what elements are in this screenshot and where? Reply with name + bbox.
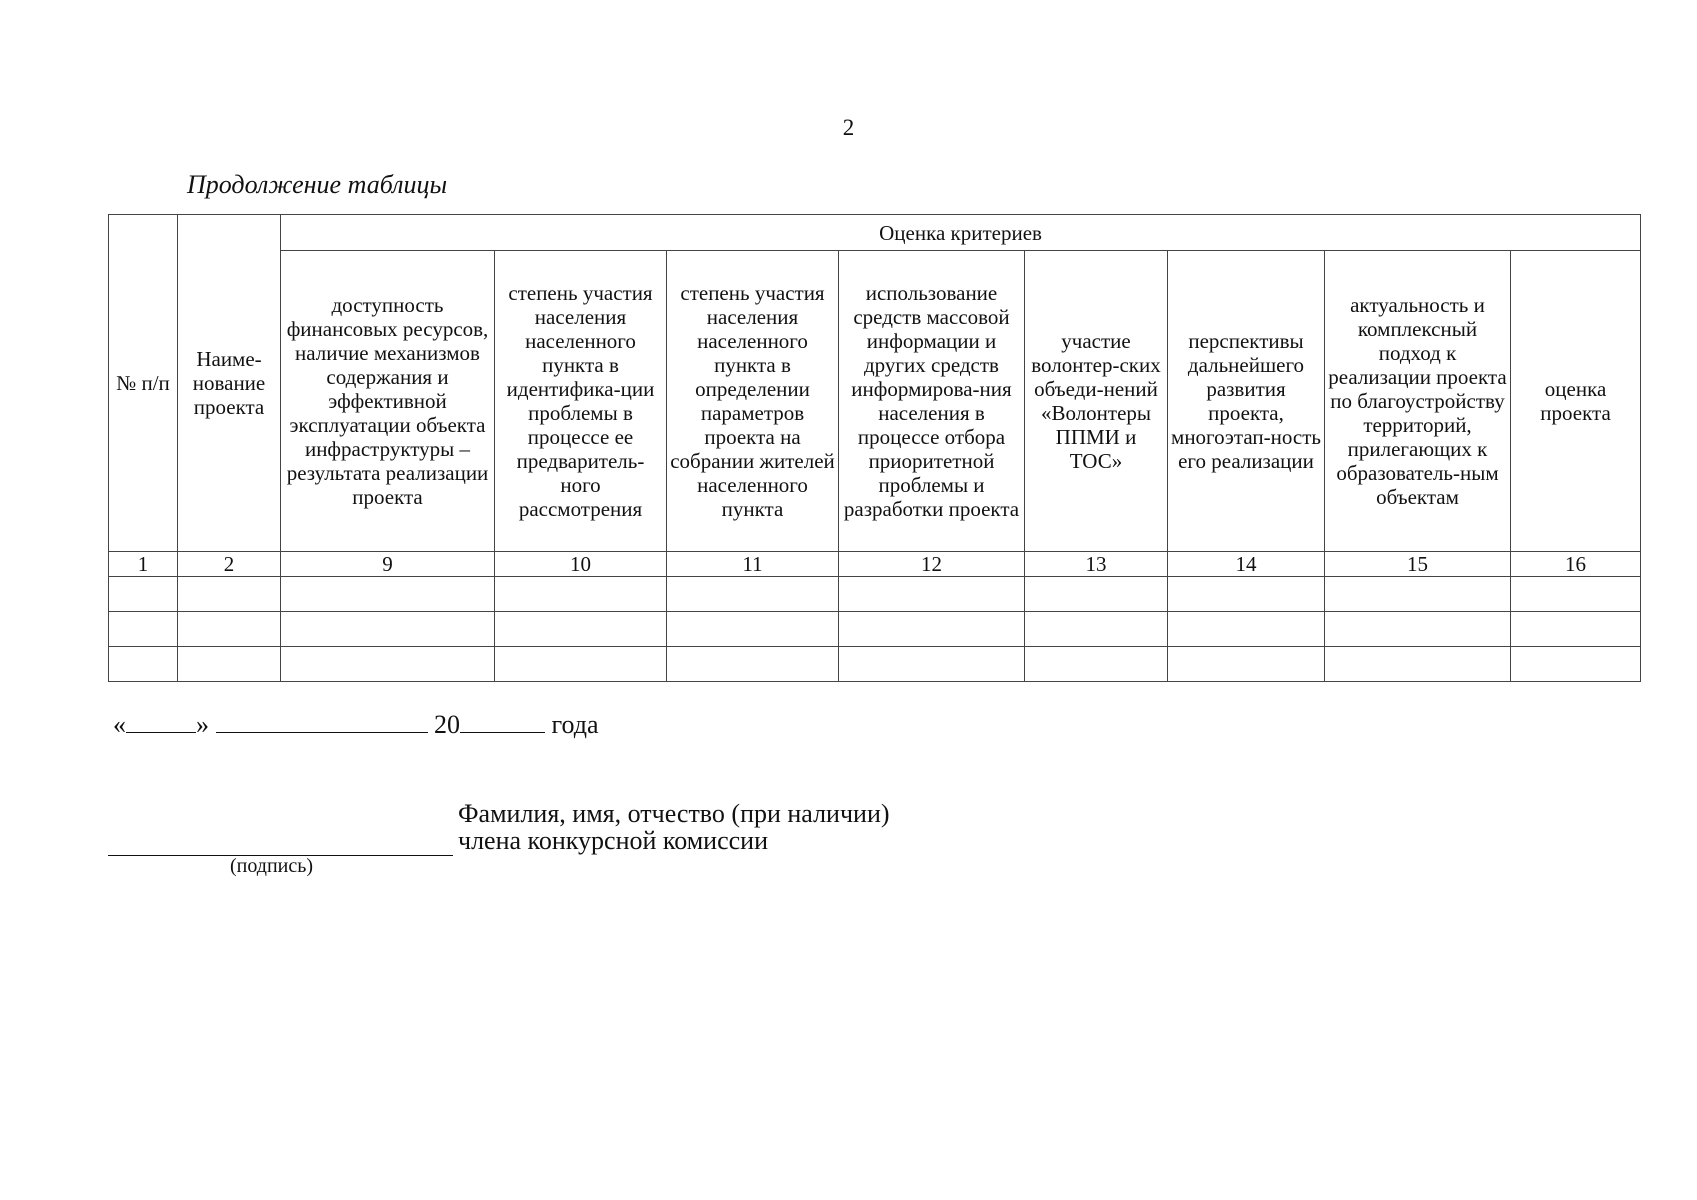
- date-open-quote: «: [113, 710, 126, 739]
- year-prefix: 20: [434, 710, 460, 739]
- criterion-header: степень участия населения населенного пункта в идентифика-ции проблемы в процессе ее предваритель-ного рассмотрения: [495, 251, 667, 552]
- member-name-line2: члена конкурсной комиссии: [458, 826, 768, 855]
- table-cell: [281, 612, 495, 647]
- table-cell: [1025, 577, 1168, 612]
- table-cell: [839, 577, 1025, 612]
- column-number-row: [109, 552, 1641, 577]
- table-row: [109, 577, 1641, 612]
- table-cell: [281, 577, 495, 612]
- criterion-header: доступность финансовых ресурсов, наличие механизмов содержания и эффективной эксплуатации объекта инфраструктуры – результата реализации проекта: [281, 251, 495, 552]
- table-cell: [1511, 647, 1641, 682]
- table-cell: [1325, 647, 1511, 682]
- page-number: 2: [842, 115, 855, 140]
- table-cell: [1168, 612, 1325, 647]
- month-blank: [216, 710, 428, 733]
- member-name-line1: Фамилия, имя, отчество (при наличии): [458, 799, 890, 828]
- header-project-name: Наиме-нование проекта: [178, 215, 281, 552]
- evaluation-table: [108, 214, 1641, 682]
- table-cell: [178, 647, 281, 682]
- table-cell: [1168, 577, 1325, 612]
- criterion-header: актуальность и комплексный подход к реализации проекта по благоустройству территорий, прилегающих к образователь-ным объектам: [1325, 251, 1511, 552]
- table-cell: [667, 612, 839, 647]
- column-number: 2: [178, 552, 281, 577]
- header-criteria-group: Оценка критериев: [281, 215, 1641, 251]
- table-cell: [667, 577, 839, 612]
- table-cell: [1025, 612, 1168, 647]
- criterion-header: перспективы дальнейшего развития проекта, многоэтап-ность его реализации: [1168, 251, 1325, 552]
- table-cell: [281, 647, 495, 682]
- year-blank: [460, 710, 545, 733]
- table-cell: [667, 647, 839, 682]
- criterion-header: использование средств массовой информации и других средств информирова-ния населения в процессе отбора приоритетной проблемы и разработки проекта: [839, 251, 1025, 552]
- signature-caption: (подпись): [230, 855, 314, 877]
- table-cell: [178, 577, 281, 612]
- table-cell: [1325, 612, 1511, 647]
- table-cell: [109, 647, 178, 682]
- column-number: 9: [281, 552, 495, 577]
- criterion-header: участие волонтер-ских объеди-нений «Волонтеры ППМИ и ТОС»: [1025, 251, 1168, 552]
- table-cell: [1168, 647, 1325, 682]
- table-cell: [839, 647, 1025, 682]
- criterion-header: оценка проекта: [1511, 251, 1641, 552]
- date-line: [113, 710, 599, 740]
- column-number: 10: [495, 552, 667, 577]
- table-cell: [109, 577, 178, 612]
- column-number: 15: [1325, 552, 1511, 577]
- table-row: [109, 612, 1641, 647]
- table-cell: [495, 577, 667, 612]
- column-number: 14: [1168, 552, 1325, 577]
- column-number: 11: [667, 552, 839, 577]
- table-cell: [178, 612, 281, 647]
- table-cell: [1325, 577, 1511, 612]
- table-cell: [839, 612, 1025, 647]
- member-name-block: [458, 800, 890, 854]
- table-cell: [1511, 577, 1641, 612]
- column-number: 13: [1025, 552, 1168, 577]
- table-row: [109, 647, 1641, 682]
- criterion-header: степень участия населения населенного пункта в определении параметров проекта на собрании жителей населенного пункта: [667, 251, 839, 552]
- date-close-quote: »: [196, 710, 209, 739]
- column-number: 16: [1511, 552, 1641, 577]
- table-cell: [495, 612, 667, 647]
- day-blank: [126, 710, 196, 733]
- column-number: 12: [839, 552, 1025, 577]
- header-number: № п/п: [109, 215, 178, 552]
- column-number: 1: [109, 552, 178, 577]
- table-cell: [495, 647, 667, 682]
- table-cell: [1025, 647, 1168, 682]
- table-cell: [109, 612, 178, 647]
- table-continuation-label: Продолжение таблицы: [187, 170, 448, 199]
- date-suffix: года: [551, 710, 599, 739]
- table-cell: [1511, 612, 1641, 647]
